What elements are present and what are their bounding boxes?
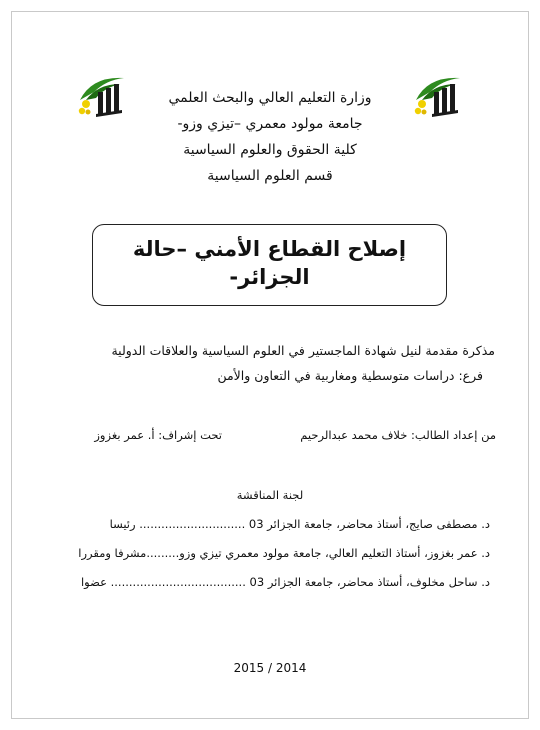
jury-member: د. عمر بغزوز، أستاذ التعليم العالي، جامعة مولود معمري تيزي وزو.........مشرفا ومقررا bbox=[78, 546, 490, 560]
university-logo-right bbox=[408, 70, 468, 120]
thesis-note: مذكرة مقدمة لنيل شهادة الماجستير في العلوم السياسية والعلاقات الدولية bbox=[111, 343, 495, 358]
institution-header bbox=[150, 88, 390, 192]
jury-member: د. ساحل مخلوف، أستاذ محاضر، جامعة الجزائر 03 ..................................... عضوا bbox=[80, 575, 490, 589]
thesis-title: إصلاح القطاع الأمني –حالة الجزائر- bbox=[132, 237, 407, 289]
jury-member: د. مصطفى صايج، أستاذ محاضر، جامعة الجزائر 03 ............................. رئيسا bbox=[109, 517, 490, 531]
department-line: قسم العلوم السياسية bbox=[207, 168, 333, 184]
title-box bbox=[92, 224, 447, 306]
university-logo-left bbox=[72, 70, 132, 120]
university-line: جامعة مولود معمري –تيزي وزو- bbox=[177, 116, 363, 132]
supervisor: تحت إشراف: أ. عمر بغزوز bbox=[94, 428, 222, 442]
jury-title: لجنة المناقشة bbox=[236, 488, 304, 502]
prepared-by: من إعداد الطالب: خلاف محمد عبدالرحيم bbox=[300, 428, 496, 442]
academic-year: 2015 / 2014 bbox=[233, 661, 307, 675]
faculty-line: كلية الحقوق والعلوم السياسية bbox=[183, 142, 357, 158]
ministry-line: وزارة التعليم العالي والبحث العلمي bbox=[168, 90, 372, 106]
branch-line: فرع: دراسات متوسطية ومغاربية في التعاون والأمن bbox=[217, 368, 483, 383]
